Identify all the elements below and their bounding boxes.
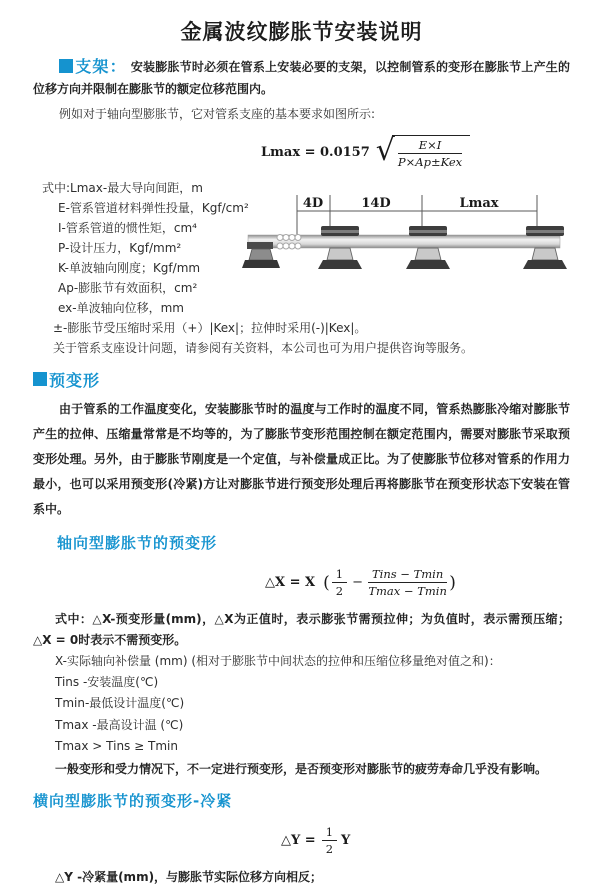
pipe-support-diagram [243,190,573,290]
section-square-icon [59,59,73,73]
half-fraction [322,825,337,857]
definition-line: P-设计压力，Kgf/mm² [58,240,182,255]
minus-operator: − [352,575,363,591]
formula-dy-rhs: Y [341,832,351,848]
temperature-fraction [368,567,447,599]
sqrt-expression [376,135,470,170]
formula-lmax-fraction [398,138,462,170]
definition-line: ±-膨胀节受压缩时采用（+）|Kex|；拉伸时采用(-)|Kex|。 [53,320,367,335]
dim-label-lmax: Lmax [459,196,499,211]
axial-note-line: 一般变形和受力情况下，不一定进行预变形，是否预变形对膨胀节的疲劳寿命几乎没有影响。 [55,761,548,776]
formula-delta-y [281,825,570,857]
support-intro-text: 安装膨胀节时必须在管系上安装必要的支架，以控制管系的变形在膨胀节上产生的位移方向并限制在膨胀节的额定位移范围内。 [33,60,570,96]
definition-line: K-单波轴向刚度；Kgf/mm [58,260,201,275]
support-section-heading: 支架： [75,57,127,76]
half-fraction [332,567,347,599]
fraction-numerator: 1 [322,825,337,841]
preform-body-paragraph: 由于管系的工作温度变化，安装膨胀节时的温度与工作时的温度不同，管系热膨胀冷缩对膨胀节产生的拉伸、压缩量常常是不均等的，为了膨胀节变形范围控制在额定范围内，需要对膨胀节采取预变形处理。另外，由于膨胀节刚度是一个定值，与补偿量成正比。为了使膨胀节位移对管系的作用力最小，也可以采用预变形(冷紧)方让对膨胀节进行预变形处理后再将膨胀节在预变形状态下安装在管系中。 [33,401,570,516]
definition-line: E-管系管道材料弹性投量，Kgf/cm² [58,200,249,215]
definition-line: ex-单波轴向位移，mm [58,300,184,315]
definition-line: 式中:Lmax-最大导向间距，m [42,180,203,195]
fraction-denominator: P×Ap±Kex [397,155,463,170]
tmin-line: Tmin-最低设计温度(℃) [55,696,185,710]
support-example-line: 例如对于轴向型膨胀节，它对管系支座的基本要求如图所示: [59,107,376,121]
x-definition-line: X-实际轴向补偿量 (mm) (相对于膨胀节中间状态的拉伸和压缩位移量绝对值之和)： [55,653,501,668]
support-intro-paragraph [33,56,570,100]
formula-dy-lhs: △Y = [281,832,316,848]
fraction-denominator: Tmax − Tmin [368,584,447,599]
left-paren: ( [323,572,330,593]
fraction-numerator: E×I [398,138,462,154]
dim-label-4d: 4D [302,196,324,211]
tins-line: Tins -安装温度(℃) [55,674,159,689]
formula-delta-x [265,567,570,599]
lateral-subsection-heading: 横向型膨胀节的预变形-冷紧 [33,791,233,810]
dim-label-14d: 14D [361,196,391,211]
temp-order-line: Tmax > Tins ≥ Tmin [55,739,178,753]
preform-section-heading: 预变形 [49,370,101,390]
fraction-numerator: 1 [332,567,347,583]
definition-line: I-管系管道的惯性矩，cm⁴ [58,220,197,235]
section-square-icon [33,372,47,386]
y-definition-line: △Y -冷紧量(mm)，与膨胀节实际位移方向相反； [55,870,323,885]
fraction-denominator: 2 [335,584,344,599]
page-title: 金属波纹膨胀节安装说明 [180,20,423,44]
right-paren: ) [449,572,456,593]
fraction-denominator: 2 [325,841,334,856]
preform-section-heading-row [33,368,570,391]
support-note-line: 关于管系支座设计问题，请参阅有关资料，本公司也可为用户提供咨询等服务。 [53,340,474,355]
formula-lmax-lhs: Lmax = 0.0157 [261,144,370,160]
formula-dx-lhs: △X = X [265,575,316,591]
definition-line: Ap-膨胀节有效面积，cm² [58,280,198,295]
axial-subsection-heading: 轴向型膨胀节的预变形 [57,533,218,552]
tmax-line: Tmax -最高设计温 (℃) [55,717,184,732]
sqrt-radical-icon: √ [375,133,395,168]
fraction-numerator: Tins − Tmin [368,567,447,583]
formula-lmax [261,135,570,170]
sqrt-radicand [392,135,470,170]
axial-where-paragraph: 式中：△X-预变形量(mm)，△X为正值时，表示膨张节需预拉伸；为负值时，表示需预压缩；△X = 0时表示不需预变形。 [33,611,570,647]
